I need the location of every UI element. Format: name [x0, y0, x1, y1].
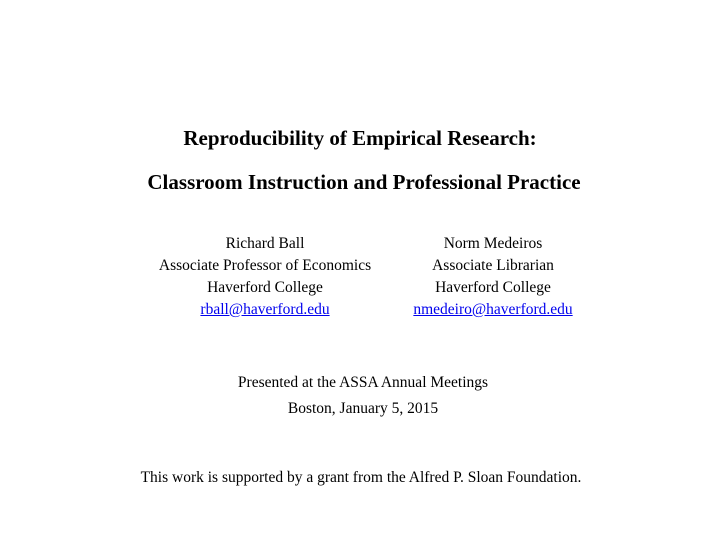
title-line-1: Reproducibility of Empirical Research: — [183, 126, 537, 150]
author-position: Associate Professor of Economics — [158, 257, 372, 274]
author-email-link[interactable]: nmedeiro@haverford.edu — [413, 301, 573, 318]
title-line-2: Classroom Instruction and Professional Practice — [147, 170, 581, 194]
place-date: Boston, January 5, 2015 — [287, 400, 439, 417]
author-institution: Haverford College — [435, 279, 551, 296]
author-name: Norm Medeiros — [443, 235, 543, 252]
author-name: Richard Ball — [225, 235, 305, 252]
author-block-ball — [130, 233, 400, 321]
acknowledgment: This work is supported by a grant from the Alfred P. Sloan Foundation. — [140, 469, 582, 486]
author-institution: Haverford College — [207, 279, 323, 296]
presented-at: Presented at the ASSA Annual Meetings — [237, 374, 489, 391]
author-position: Associate Librarian — [432, 257, 554, 274]
author-email-link[interactable]: rball@haverford.edu — [200, 301, 330, 318]
author-block-medeiros — [388, 233, 598, 321]
